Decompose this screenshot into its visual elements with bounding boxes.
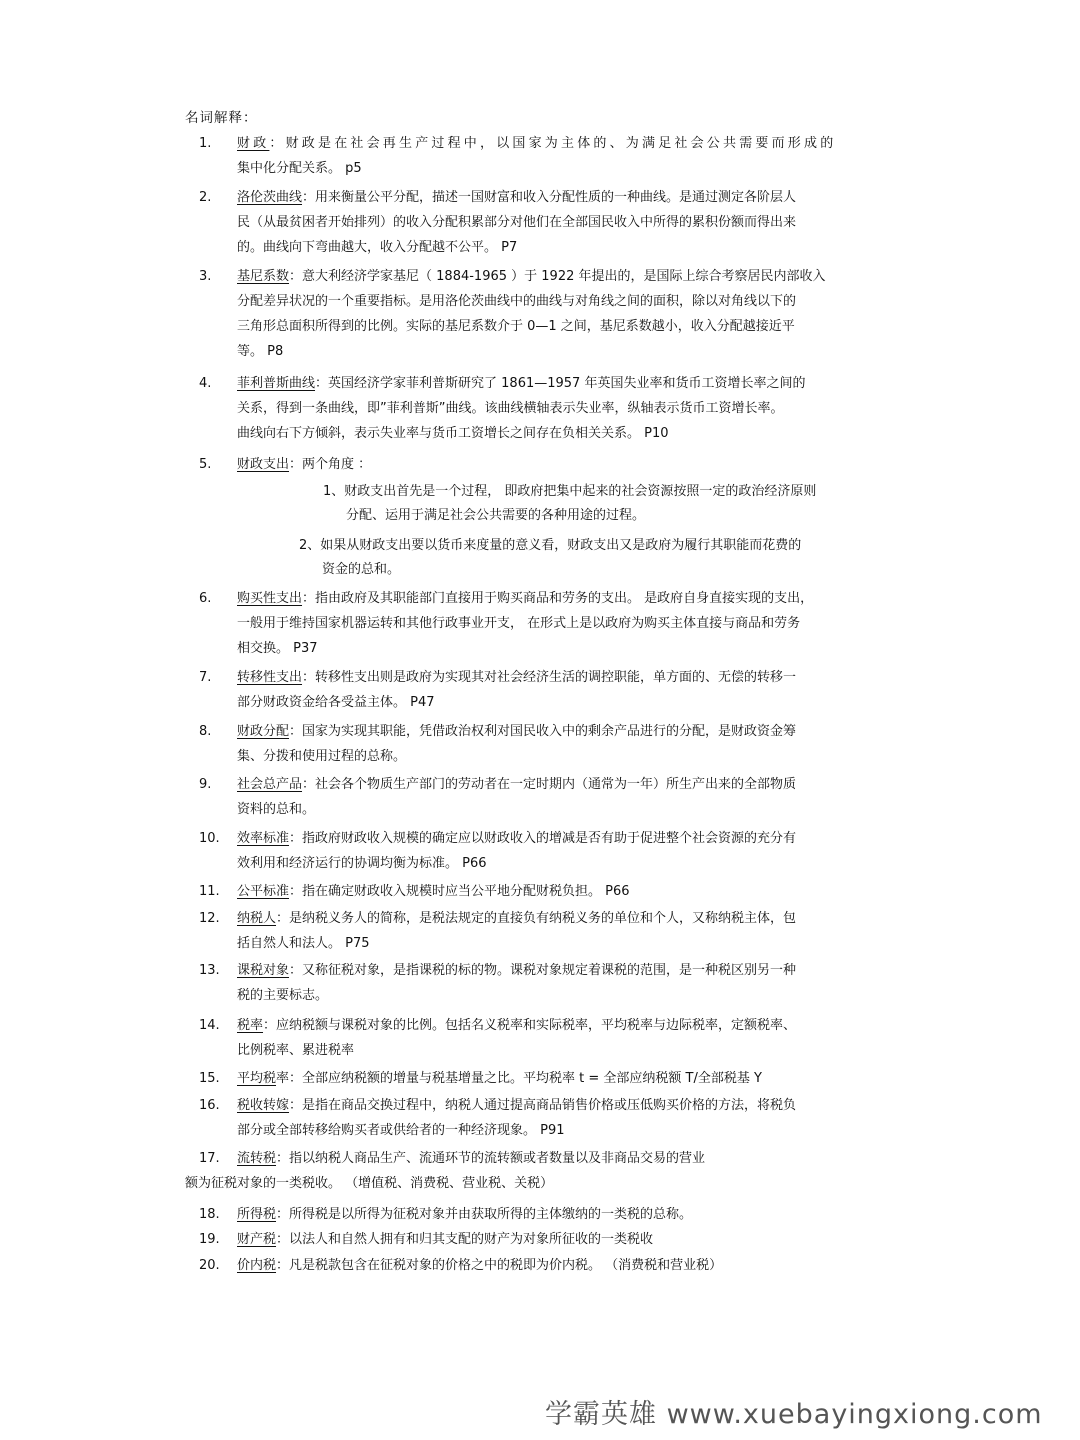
definition-text: 三角形总面积所得到的比例。实际的基尼系数介于 0—1 之间，基尼系数越小，收入分配越接近平 [237, 319, 795, 334]
item-body [237, 719, 897, 769]
item-body [237, 665, 897, 715]
term: 流转税 [237, 1151, 277, 1166]
item-number: 1. [199, 136, 212, 151]
item-body [237, 879, 897, 904]
item-body [237, 1146, 897, 1171]
definition-text: ：以法人和自然人拥有和归其支配的财产为对象所征收的一类税收 [276, 1232, 654, 1247]
item-number: 7. [199, 670, 212, 685]
definition-text: ：是纳税义务人的简称，是税法规定的直接负有纳税义务的单位和个人，又称纳税主体，包 [276, 911, 797, 926]
definition-text: ：用来衡量公平分配，描述一国财富和收入分配性质的一种曲线。是通过测定各阶层人 [302, 190, 797, 205]
item-number: 6. [199, 591, 212, 606]
term: 公平标准 [237, 884, 290, 899]
item-body [237, 1227, 897, 1252]
item-body [237, 131, 897, 181]
item-body [237, 371, 897, 446]
item-body [237, 826, 897, 876]
item-body [237, 586, 897, 661]
item-body [237, 264, 897, 364]
definition-text: 分配差异状况的一个重要指标。是用洛伦茨曲线中的曲线与对角线之间的面积，除以对角线以下的 [237, 294, 797, 309]
definition-text: 的。曲线向下弯曲越大，收入分配越不公平。 P7 [237, 240, 518, 255]
term: 平均税 [237, 1071, 277, 1086]
item-body [237, 185, 897, 260]
item-body [237, 452, 897, 477]
definition-text: 一般用于维持国家机器运转和其他行政事业开支， 在形式上是以政府为购买主体直接与商品和劳务 [237, 616, 801, 631]
definition-text: ：指以纳税人商品生产、流通环节的流转额或者数量以及非商品交易的营业 [276, 1151, 706, 1166]
definition-text: ：所得税是以所得为征税对象并由获取所得的主体缴纳的一类税的总称。 [276, 1207, 693, 1222]
definition-text: ：国家为实现其职能，凭借政治权利对国民收入中的剩余产品进行的分配，是财政资金筹 [289, 724, 797, 739]
term: 价内税 [237, 1258, 277, 1273]
watermark: 学霸英雄 www.xuebayingxiong.com [545, 1399, 1043, 1430]
sub-point-1: 1、财政支出首先是一个过程， 即政府把集中起来的社会资源按照一定的政治经济原则 [323, 484, 817, 499]
definition-text: ：指政府财政收入规模的确定应以财政收入的增减是否有助于促进整个社会资源的充分有 [289, 831, 797, 846]
term: 购买性支出 [237, 591, 303, 606]
item-body [237, 958, 897, 1008]
definition-text: 部分财政资金给各受益主体。 P47 [237, 695, 435, 710]
term: 财政分配 [237, 724, 290, 739]
definition-text: ：两个角度 ： [289, 457, 372, 472]
item-number: 12. [199, 911, 220, 926]
item-body [237, 1013, 897, 1063]
sub-point-2-cont: 资金的总和。 [322, 562, 401, 577]
definition-text: ：指在确定财政收入规模时应当公平地分配财税负担。 P66 [289, 884, 630, 899]
definition-text: 效利用和经济运行的协调均衡为标准。 P66 [237, 856, 487, 871]
item-body [237, 1253, 897, 1278]
term: 纳税人 [237, 911, 277, 926]
definition-text: 资料的总和。 [237, 802, 316, 817]
definition-text: ：指由政府及其职能部门直接用于购买商品和劳务的支出。 是政府自身直接实现的支出， [302, 591, 814, 606]
item-number: 15. [199, 1071, 220, 1086]
definition-text: ：社会各个物质生产部门的劳动者在一定时期内（通常为一年）所生产出来的全部物质 [302, 777, 797, 792]
term: 税收转嫁 [237, 1098, 290, 1113]
item-number: 13. [199, 963, 220, 978]
term: 课税对象 [237, 963, 290, 978]
item-number: 2. [199, 190, 212, 205]
item-body [237, 1093, 897, 1143]
item-number: 16. [199, 1098, 220, 1113]
definition-text: ：意大利经济学家基尼（ 1884-1965 ）于 1922 年提出的，是国际上综合考察居民内部收入 [289, 269, 826, 284]
item-number: 19. [199, 1232, 220, 1247]
definition-text: 集中化分配关系。 p5 [237, 161, 362, 176]
item-body [237, 1066, 897, 1091]
item-body [237, 1202, 897, 1227]
item-number: 14. [199, 1018, 220, 1033]
term: 效率标准 [237, 831, 290, 846]
item-17-continuation: 额为征税对象的一类税收。 （增值税、消费税、营业税、关税） [185, 1176, 554, 1191]
item-number: 18. [199, 1207, 220, 1222]
item-number: 9. [199, 777, 212, 792]
definition-text: ：是指在商品交换过程中，纳税人通过提高商品销售价格或压低购买价格的方法，将税负 [289, 1098, 797, 1113]
definition-text: 集、分拨和使用过程的总称。 [237, 749, 407, 764]
definition-text: 税的主要标志。 [237, 988, 329, 1003]
item-number: 3. [199, 269, 212, 284]
definition-text: ：凡是税款包含在征税对象的价格之中的税即为价内税。 （消费税和营业税） [276, 1258, 723, 1273]
definition-text: 民（从最贫困者开始排列）的收入分配积累部分对他们在全部国民收入中所得的累积份额而得出来 [237, 215, 797, 230]
item-number: 4. [199, 376, 212, 391]
item-number: 10. [199, 831, 220, 846]
definition-text: ：英国经济学家菲利普斯研究了 1861—1957 年英国失业率和货币工资增长率之间的 [315, 376, 806, 391]
definition-text: ：又称征税对象，是指课税的标的物。课税对象规定着课税的范围，是一种税区别另一种 [289, 963, 797, 978]
term: 洛伦茨曲线 [237, 190, 303, 205]
item-number: 20. [199, 1258, 220, 1273]
definition-text: 率：全部应纳税额的增量与税基增量之比。平均税率 t = 全部应纳税额 T/全部税基 Y [276, 1071, 762, 1086]
item-number: 8. [199, 724, 212, 739]
definition-text: ：转移性支出则是政府为实现其对社会经济生活的调控职能，单方面的、无偿的转移一 [302, 670, 797, 685]
sub-point-2: 2、如果从财政支出要以货币来度量的意义看，财政支出又是政府为履行其职能而花费的 [299, 538, 802, 553]
definition-text: ：应纳税额与课税对象的比例。包括名义税率和实际税率，平均税率与边际税率，定额税率、 [263, 1018, 797, 1033]
item-number: 11. [199, 884, 220, 899]
term: 社会总产品 [237, 777, 303, 792]
item-number: 5. [199, 457, 212, 472]
item-number: 17. [199, 1151, 220, 1166]
term: 基尼系数 [237, 269, 290, 284]
definition-text: ：财政是在社会再生产过程中，以国家为主体的、为满足社会公共需要而形成的 [269, 136, 837, 151]
term: 所得税 [237, 1207, 277, 1222]
item-body [237, 906, 897, 956]
item-body [237, 772, 897, 822]
definition-text: 相交换。 P37 [237, 641, 318, 656]
term: 财产税 [237, 1232, 277, 1247]
sub-point-1-cont: 分配、运用于满足社会公共需要的各种用途的过程。 [346, 508, 646, 523]
term: 财政 [237, 136, 270, 151]
definition-text: 等。 P8 [237, 344, 284, 359]
definition-text: 关系，得到一条曲线，即”菲利普斯”曲线。该曲线横轴表示失业率，纵轴表示货币工资增长率。 [237, 401, 784, 416]
term: 税率 [237, 1018, 264, 1033]
definition-text: 部分或全部转移给购买者或供给者的一种经济现象。 P91 [237, 1123, 565, 1138]
definition-text: 曲线向右下方倾斜，表示失业率与货币工资增长之间存在负相关关系。 P10 [237, 426, 669, 441]
term: 转移性支出 [237, 670, 303, 685]
section-heading: 名词解释： [185, 110, 258, 126]
definition-text: 括自然人和法人。 P75 [237, 936, 370, 951]
definition-text: 比例税率、累进税率 [237, 1043, 355, 1058]
term: 财政支出 [237, 457, 290, 472]
term: 菲利普斯曲线 [237, 376, 316, 391]
